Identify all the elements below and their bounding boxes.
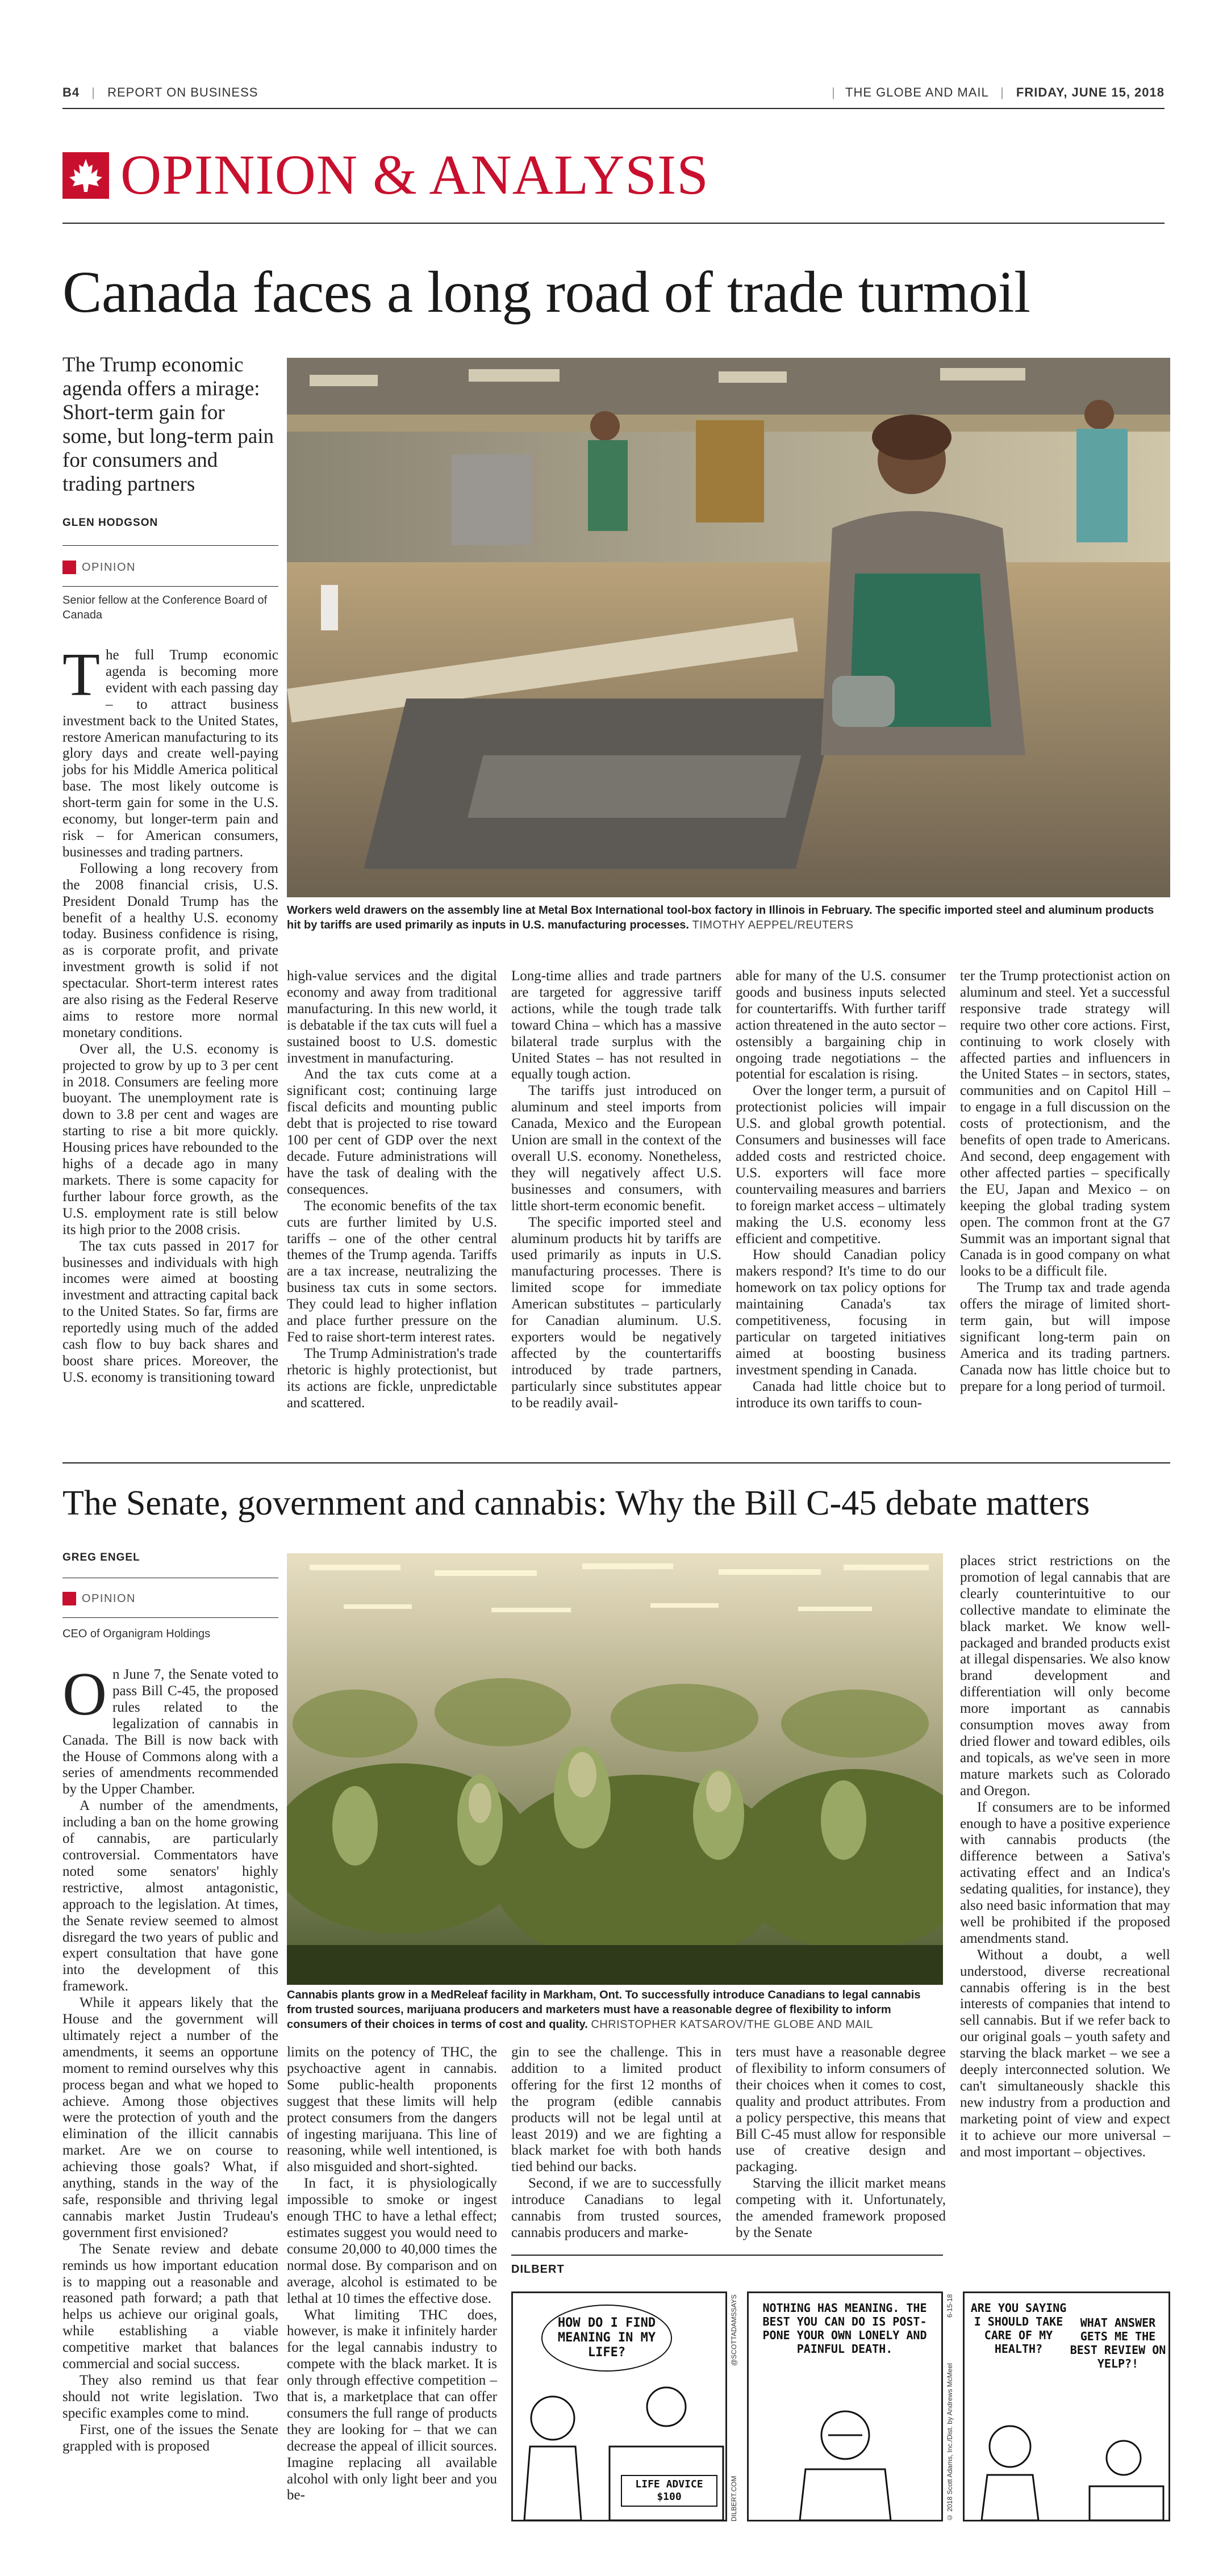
paragraph: Over all, the U.S. economy is projected to grow by up to 3 per cent in 2018. Consumers are feeling more buoyant. The unemployment rate is down to 3.8 per cent and wages are starting to rise a bit more quickly. Housing prices have rebounded to the highs of a decade ago in many markets. There is some capacity for further labour force growth, as the U.S. employment rate is still below its high prior to the 2008 crisis. <box>62 1041 278 1237</box>
maple-leaf-logo <box>62 152 109 199</box>
article1-column-4 <box>736 968 946 1411</box>
article1-column-2 <box>287 968 497 1411</box>
paragraph: Long-time allies and trade partners are targeted for aggressive tariff actions, while the tough trade talk toward China – which has a massive bilateral trade surplus with the United States – has not resulted in equally tough action. <box>511 968 721 1082</box>
article2-author-bio: CEO of Organigram Holdings <box>62 1628 211 1640</box>
article2-kicker <box>62 1592 136 1605</box>
paragraph: If consumers are to be informed enough to have a positive experience with cannabis products (the difference between a Sativa's activating effect and an Indica's sedating qualities, for instance), they also need basic information that may well be prohibited if the proposed amendments stand. <box>960 1799 1170 1946</box>
panel2-figure <box>749 2390 941 2520</box>
paragraph: able for many of the U.S. consumer goods and business inputs selected for countertariffs. With further tariff action threatened in the auto sector – ostensibly a bargaining chip in ongoing trade negotiations – the potential for escalation is rising. <box>736 968 946 1082</box>
comic-panel-1 <box>511 2291 727 2521</box>
paragraph: Without a doubt, a well understood, diverse recreational cannabis offering is in the best interests of companies that intend to sell cannabis. But if we refer back to our original goals – youth safety and starving the black market – we see a deeply interconnected solution. We can't simultaneously shackle this new industry from a production and marketing point of view and expect it to achieve our more universal – and most important – objectives. <box>960 1947 1170 2160</box>
article2-column-5 <box>960 1553 1170 2161</box>
section-banner-title: OPINION & ANALYSIS <box>120 143 709 206</box>
article2-photo-credit: CHRISTOPHER KATSAROV/THE GLOBE AND MAIL <box>591 2018 873 2031</box>
article1-author-bio: Senior fellow at the Conference Board of Canada <box>62 594 268 621</box>
article1-column-1 <box>62 641 278 1386</box>
article2-column-2 <box>287 2044 497 2504</box>
comic-handle: @SCOTTADAMSSAYS <box>730 2294 738 2366</box>
banner-rule <box>62 223 1165 224</box>
article2-kicker-label: OPINION <box>82 1592 136 1605</box>
paragraph: The Trump tax and trade agenda offers the mirage of limited short-term gain, but will impose significant long-term pain on America and its trading partners. Canada now has little choice but to prepare for a long period of turmoil. <box>960 1280 1170 1394</box>
section-name: REPORT ON BUSINESS <box>107 85 258 99</box>
paragraph: gin to see the challenge. This in addition to a limited product offering for the first 12 months of the program (edible cannabis products will not be legal until at least 2019) and we are fighting a black market foe with both hands tied behind our backs. <box>511 2044 721 2175</box>
paragraph: What limiting THC does, however, is make it infinitely harder for the legal cannabis industry to compete with the black market. It is only through effective competition – that is, a marketplace that can offer consumers the full range of products they are looking for – that we can decrease the appeal of illicit sources. Imagine replacing all available alcohol with only light beer and you be- <box>287 2307 497 2503</box>
comic-margin-notes-1 <box>730 2294 745 2521</box>
panel1-speech: HOW DO I FIND MEANING IN MY LIFE? <box>541 2305 672 2372</box>
paragraph: Over the longer term, a pursuit of protectionist policies will impair U.S. and global growth potential. Consumers and businesses will face added costs and restricted choice. U.S. exporters will face more countervailing measures and barriers to foreign market access – ultimately making the U.S. economy less efficient and competitive. <box>736 1083 946 1247</box>
paragraph: Starving the illicit market means competing with it. Unfortunately, the amended framework proposed by the Senate <box>736 2176 946 2240</box>
opinion-square-icon <box>62 1592 76 1605</box>
paragraph: The economic benefits of the tax cuts are further limited by U.S. tariffs – one of the other central themes of the Trump agenda. Tariffs are a tax increase, neutralizing the business tax cuts in some sectors. They could lead to higher inflation and place further pressure on the Fed to raise short-term interest rates. <box>287 1198 497 1345</box>
article2-column-1 <box>62 1661 278 2455</box>
article2-headline[interactable]: The Senate, government and cannabis: Why the Bill C-45 debate matters <box>62 1484 1090 1523</box>
paragraph: While it appears likely that the House and the government will ultimately reject a number of the amendments, it seems an opportune moment to remind ourselves why this process began and what we hoped to achieve. Among those objectives were the protection of youth and the elimination of the illicit cannabis market. Are we on course to achieving those goals? What, if anything, stands in the way of the safe, responsible and thriving legal cannabis market Justin Trudeau's government first envisioned? <box>62 1995 278 2240</box>
paragraph: high-value services and the digital economy and away from traditional manufacturing. In this new world, it is debatable if the tax cuts will fuel a sustained boost to U.S. domestic investment in manufacturing. <box>287 968 497 1066</box>
article1-photo <box>287 358 1170 897</box>
article2-byline: GREG ENGEL <box>62 1552 140 1563</box>
paragraph: On June 7, the Senate voted to pass Bill C-45, the proposed rules related to the legalization of cannabis in Canada. The Bill is now back with the House of Commons along with a series of amendments recommended by the Upper Chamber. <box>62 1661 278 1797</box>
comic-label: DILBERT <box>511 2263 565 2276</box>
comic-date: 6-15-18 <box>946 2294 954 2318</box>
article1-byline-rule <box>62 545 278 546</box>
article1-column-3 <box>511 968 721 1411</box>
article1-caption-text: Workers weld drawers on the assembly line at Metal Box International tool-box factory in Illinois in February. The specific imported steel and aluminum products hit by tariffs are used primarily as inputs in U.S. manufacturing processes. <box>287 904 1154 931</box>
paragraph: ter the Trump protectionist action on aluminum and steel. Yet a successful responsive trade strategy will require two other core actions. First, continuing to work closely with affected parties and influencers in the United States – in sectors, states, communities and on Capitol Hill – to engage in a full discussion on the costs of protectionism, and the benefits of open trade to Americans. And second, deep engagement with other affected parties – specifically the EU, Japan and Mexico – on keeping the global trading system open. The common front at the G7 Summit was an important signal that Canada is in good company on what looks to be a difficult file. <box>960 968 1170 1279</box>
panel3-speech-right: WHAT ANSWER GETS ME THE BEST REVIEW ON YELP?! <box>1070 2316 1166 2370</box>
paragraph: The full Trump economic agenda is becoming more evident with each passing day – to attract business investment back to the United States, restore American manufacturing to its glory days and create well-paying jobs for his Middle America political base. The most likely outcome is short-term gain for some in the U.S. economy, but longer-term pain and risk – for American consumers, businesses and trading partners. <box>62 641 278 860</box>
paragraph: They also remind us that fear should not write legislation. Two specific examples come to mind. <box>62 2372 278 2421</box>
article2-photo-caption <box>287 1988 943 2032</box>
article1-column-5 <box>960 968 1170 1395</box>
comic-panel-2 <box>747 2291 943 2521</box>
paragraph: A number of the amendments, including a ban on the home growing of cannabis, are particularly controversial. Commentators have noted some senators' highly restrictive, almost antagonistic, approach to the legislation. At times, the Senate review seemed to almost disregard the two years of public and expert consultation that have gone into the development of this framework. <box>62 1798 278 1994</box>
comic-margin-notes-2 <box>946 2294 961 2521</box>
paragraph: Second, if we are to successfully introduce Canadians to legal cannabis from trusted sources, cannabis producers and marke- <box>511 2176 721 2240</box>
paragraph: And the tax cuts come at a significant cost; continuing large fiscal deficits and mounting public debt that is projected to rise toward 100 per cent of GDP over the next decade. Future administrations will have the task of dealing with the consequences. <box>287 1067 497 1197</box>
folio-left: B4 | REPORT ON BUSINESS <box>62 85 258 99</box>
comic-rule <box>511 2255 943 2256</box>
paragraph: limits on the potency of THC, the psychoactive agent in cannabis. Some public-health proponents suggest that these limits will help protect consumers from the dangers of ingesting marijuana. This line of reasoning, while well intentioned, is also misguided and short-sighted. <box>287 2044 497 2175</box>
article2-column-4 <box>736 2044 946 2242</box>
paragraph: How should Canadian policy makers respond? It's time to do our homework on tax policy options for maintaining Canada's tax competitiveness, focusing in particular on targeted initiatives aimed at boosting business investment spending in Canada. <box>736 1247 946 1378</box>
paragraph: First, one of the issues the Senate grappled with is proposed <box>62 2422 278 2454</box>
article2-kicker-rule <box>62 1617 278 1618</box>
paragraph: The specific imported steel and aluminum products hit by tariffs are used primarily as inputs in U.S. manufacturing processes. There is limited scope for immediate American substitutes – particularly for Canadian aluminum. U.S. exporters would be negatively affected by the countertariffs introduced by trade partners, particularly since substitutes appear to be readily avail- <box>511 1214 721 1411</box>
panel3-speech-left: ARE YOU SAYING I SHOULD TAKE CARE OF MY HEALTH? <box>970 2301 1067 2356</box>
article1-photo-credit: TIMOTHY AEPPEL/REUTERS <box>692 919 854 931</box>
article1-byline: GLEN HODGSON <box>62 517 158 529</box>
paragraph: The Senate review and debate reminds us how important education is to mapping out a reasonable and reasoned path forward; a path that helps us achieve our original goals, while establishing a viable competitive market that balances commercial and social success. <box>62 2241 278 2372</box>
article2-photo <box>287 1553 943 1985</box>
paragraph: places strict restrictions on the promotion of legal cannabis that are clearly counterintuitive to our collective mandate to eliminate the black market. We know well-packaged and branded products exist at illegal dispensaries. We also know brand development and differentiation will only become more important as cannabis consumption moves away from dried flower and toward edibles, oils and topicals, as we've seen in more mature markets such as Colorado and Oregon. <box>960 1553 1170 1799</box>
issue-date: FRIDAY, JUNE 15, 2018 <box>1016 85 1165 99</box>
opinion-square-icon <box>62 561 76 574</box>
panel2-speech: NOTHING HAS MEANING. THE BEST YOU CAN DO IS POST-PONE YOUR OWN LONELY AND PAINFUL DEATH. <box>762 2301 927 2356</box>
paragraph: The Trump Administration's trade rhetoric is highly protectionist, but its actions are fickle, unpredictable and scattered. <box>287 1345 497 1411</box>
folio-right: | THE GLOBE AND MAIL | FRIDAY, JUNE 15, 2018 <box>832 85 1165 99</box>
panel1-sign: LIFE ADVICE $100 <box>621 2475 717 2507</box>
article1-kicker-rule <box>62 586 278 587</box>
publication-name: THE GLOBE AND MAIL <box>845 85 988 99</box>
article1-kicker <box>62 561 136 574</box>
comic-panel-3 <box>963 2291 1170 2521</box>
article1-kicker-label: OPINION <box>82 561 136 574</box>
paragraph: Canada had little choice but to introduce its own tariffs to coun- <box>736 1378 946 1411</box>
paragraph: The tax cuts passed in 2017 for businesses and individuals with high incomes were aimed at boosting investment and attracting capital back to the United States. So far, firms are reportedly using much of the added cash flow to buy back shares and boost share prices. Moreover, the U.S. economy is transitioning toward <box>62 1238 278 1385</box>
paragraph: ters must have a reasonable degree of flexibility to inform consumers of their choices when it comes to cost, quality and product attributes. From a policy perspective, this means that Bill C-45 must allow for responsible use of creative design and packaging. <box>736 2044 946 2175</box>
folio-rule <box>62 108 1165 109</box>
article-divider <box>62 1462 1170 1463</box>
paragraph: Following a long recovery from the 2008 financial crisis, U.S. President Donald Trump has the benefit of a healthy U.S. economy today. Business confidence is rising, as is corporate profit, and private investment growth is solid if not spectacular. Short-term interest rates are also rising as the Federal Reserve aims to restore more normal monetary conditions. <box>62 860 278 1040</box>
page-number: B4 <box>62 85 80 99</box>
article1-headline[interactable]: Canada faces a long road of trade turmoil <box>62 260 1030 325</box>
comic-website: DILBERT.COM <box>730 2475 738 2521</box>
article1-photo-caption <box>287 903 1170 932</box>
comic-copyright: © 2018 Scott Adams, Inc./Dist. by Andrews McMeel <box>946 2363 954 2521</box>
panel3-figures <box>965 2412 1168 2520</box>
article2-column-3 <box>511 2044 721 2242</box>
article2-caption-text: Cannabis plants grow in a MedReleaf facility in Markham, Ont. To successfully introduce Canadians to legal cannabis from trusted sources, marijuana producers and marketers must have a reasonable degree of flexibility to inform consumers of their choices in terms of cost and quality. <box>287 1989 921 2031</box>
article1-deck: The Trump economic agenda offers a mirage: Short-term gain for some, but long-term pain for consumers and trading partners <box>62 353 274 496</box>
paragraph: The tariffs just introduced on aluminum and steel imports from Canada, Mexico and the European Union are small in the context of the overall U.S. economy. Nonetheless, they will negatively affect U.S. businesses and consumers, with little short-term economic benefit. <box>511 1083 721 1214</box>
paragraph: In fact, it is physiologically impossible to smoke or ingest enough THC to have a lethal effect; estimates suggest you would need to consume 20,000 to 40,000 times the normal dose. By comparison and on average, alcohol is estimated to be lethal at 10 times the effective dose. <box>287 2176 497 2306</box>
